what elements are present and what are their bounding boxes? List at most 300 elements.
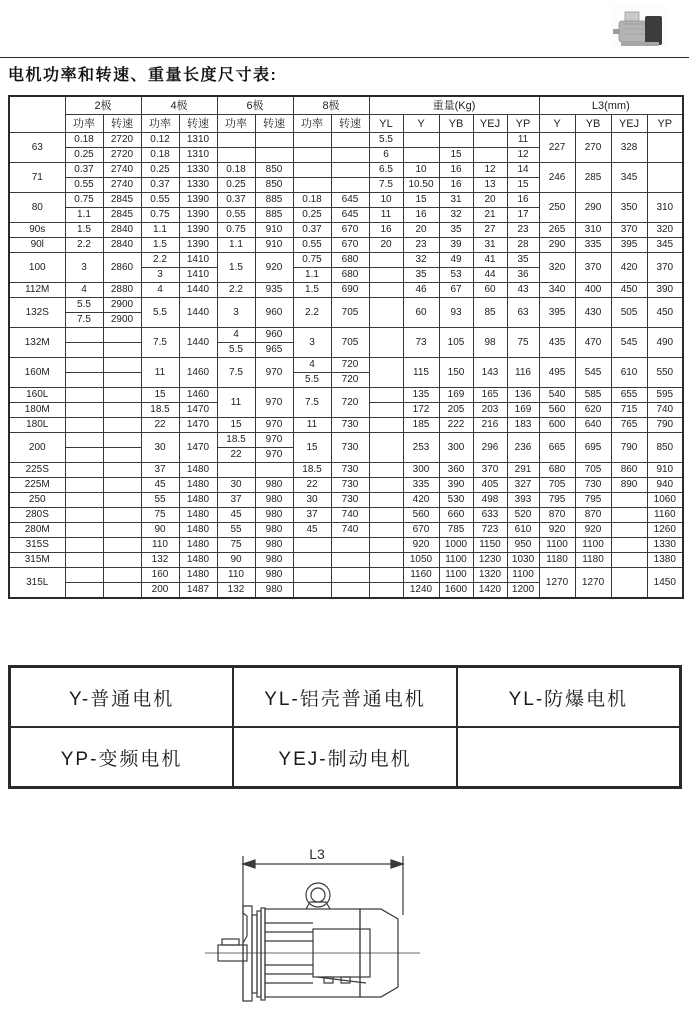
data-cell (369, 568, 403, 583)
data-cell: 23 (507, 223, 539, 238)
data-cell: 1100 (439, 553, 473, 568)
col-group-8pole: 8极 (293, 96, 369, 115)
data-cell: 505 (611, 298, 647, 328)
data-cell (103, 463, 141, 478)
data-cell (65, 493, 103, 508)
col-header-l3-yb: YB (575, 115, 611, 133)
data-cell: 2740 (103, 178, 141, 193)
data-cell (369, 268, 403, 283)
data-cell: 31 (473, 238, 507, 253)
data-cell: 290 (539, 238, 575, 253)
data-cell: 1100 (439, 568, 473, 583)
data-cell: 545 (575, 358, 611, 388)
data-cell: 185 (403, 418, 439, 433)
data-cell (331, 538, 369, 553)
data-cell: 4 (293, 358, 331, 373)
data-cell (611, 568, 647, 599)
dimension-label: L3 (309, 846, 325, 862)
table-row (9, 493, 683, 508)
data-cell: 63 (507, 298, 539, 328)
data-cell: 98 (473, 328, 507, 358)
data-cell: 730 (331, 463, 369, 478)
data-cell: 400 (575, 283, 611, 298)
data-cell (369, 358, 403, 388)
data-cell: 633 (473, 508, 507, 523)
data-cell: 470 (575, 328, 611, 358)
data-cell: 1470 (179, 433, 217, 463)
data-cell: 1480 (179, 538, 217, 553)
data-cell: 85 (473, 298, 507, 328)
data-cell: 1440 (179, 328, 217, 358)
data-cell: 390 (647, 283, 683, 298)
data-cell: 723 (473, 523, 507, 538)
data-cell (293, 148, 331, 163)
data-cell: 67 (439, 283, 473, 298)
data-cell: 1480 (179, 463, 217, 478)
data-cell: 1480 (179, 508, 217, 523)
col-group-weight: 重量(Kg) (369, 96, 539, 115)
data-cell: 0.25 (293, 208, 331, 223)
data-cell: 37 (293, 508, 331, 523)
data-cell: 720 (331, 358, 369, 373)
data-cell: 16 (439, 178, 473, 193)
data-cell: 12 (473, 163, 507, 178)
frame-size-cell: 160M (9, 358, 65, 388)
data-cell: 15 (217, 418, 255, 433)
data-cell (293, 538, 331, 553)
data-cell: 0.55 (141, 193, 179, 208)
col-header-power: 功率 (65, 115, 103, 133)
data-cell: 90 (141, 523, 179, 538)
data-cell: 22 (293, 478, 331, 493)
data-cell: 960 (255, 298, 293, 328)
table-row (9, 433, 683, 448)
data-cell (103, 538, 141, 553)
data-cell: 1420 (473, 583, 507, 599)
data-cell: 160 (141, 568, 179, 583)
table-row (9, 253, 683, 268)
data-cell (293, 553, 331, 568)
data-cell: 110 (141, 538, 179, 553)
data-cell: 15 (507, 178, 539, 193)
data-cell (65, 538, 103, 553)
data-cell (255, 148, 293, 163)
frame-size-cell: 132S (9, 298, 65, 328)
data-cell: 0.55 (293, 238, 331, 253)
data-cell: 345 (611, 163, 647, 193)
eye-bolt-inner (311, 888, 325, 902)
data-cell: 1.5 (65, 223, 103, 238)
data-cell (293, 133, 331, 148)
col-group-l3: L3(mm) (539, 96, 683, 115)
data-cell: 18.5 (293, 463, 331, 478)
data-cell (217, 463, 255, 478)
data-cell: 1230 (473, 553, 507, 568)
frame-size-cell: 280M (9, 523, 65, 538)
data-cell: 655 (611, 388, 647, 403)
data-cell: 21 (473, 208, 507, 223)
data-cell: 560 (539, 403, 575, 418)
data-cell: 730 (331, 478, 369, 493)
table-row (9, 283, 683, 298)
data-cell: 540 (539, 388, 575, 403)
data-cell (369, 388, 403, 403)
data-cell: 0.25 (141, 163, 179, 178)
data-cell (65, 448, 103, 463)
data-cell: 16 (439, 163, 473, 178)
data-cell: 1270 (575, 568, 611, 599)
data-cell: 41 (473, 253, 507, 268)
data-cell: 360 (439, 463, 473, 478)
data-cell: 320 (539, 253, 575, 283)
data-cell: 950 (507, 538, 539, 553)
data-cell: 705 (331, 298, 369, 328)
data-cell: 2880 (103, 283, 141, 298)
data-cell: 690 (331, 283, 369, 298)
data-cell (369, 493, 403, 508)
table-row (9, 478, 683, 493)
top-divider (0, 57, 689, 58)
table-row (9, 223, 683, 238)
table-row (9, 328, 683, 343)
data-cell: 32 (439, 208, 473, 223)
data-cell: 300 (403, 463, 439, 478)
data-cell: 1320 (473, 568, 507, 583)
data-cell: 765 (611, 418, 647, 433)
data-cell: 940 (647, 478, 683, 493)
legend-item-yl-explosionproof: YL-防爆电机 (457, 667, 681, 728)
data-cell: 36 (507, 268, 539, 283)
table-row (9, 358, 683, 373)
data-cell: 15 (439, 148, 473, 163)
data-cell: 980 (255, 508, 293, 523)
data-cell (369, 283, 403, 298)
data-cell: 136 (507, 388, 539, 403)
data-cell: 0.75 (65, 193, 103, 208)
data-cell (103, 358, 141, 373)
data-cell (331, 583, 369, 599)
data-cell: 980 (255, 568, 293, 583)
data-cell: 0.25 (65, 148, 103, 163)
header-row-groups (9, 96, 683, 115)
data-cell: 1260 (647, 523, 683, 538)
data-cell: 39 (439, 238, 473, 253)
data-cell: 11 (507, 133, 539, 148)
data-cell: 1390 (179, 208, 217, 223)
data-cell (439, 133, 473, 148)
data-cell (369, 433, 403, 463)
data-cell (369, 463, 403, 478)
data-cell (65, 523, 103, 538)
data-cell (65, 373, 103, 388)
data-cell: 1470 (179, 418, 217, 433)
data-cell: 5.5 (217, 343, 255, 358)
data-cell: 1180 (539, 553, 575, 568)
data-cell: 43 (507, 283, 539, 298)
data-cell: 55 (141, 493, 179, 508)
data-cell: 1310 (179, 133, 217, 148)
data-cell: 1440 (179, 283, 217, 298)
data-cell: 1330 (179, 163, 217, 178)
data-cell: 150 (439, 358, 473, 388)
data-cell: 1460 (179, 388, 217, 403)
data-cell: 236 (507, 433, 539, 463)
table-row (9, 163, 683, 178)
data-cell (65, 583, 103, 599)
data-cell: 1480 (179, 523, 217, 538)
data-cell: 310 (647, 193, 683, 223)
motor-side-view (0, 831, 689, 1013)
data-cell: 183 (507, 418, 539, 433)
data-cell: 44 (473, 268, 507, 283)
data-cell: 296 (473, 433, 507, 463)
table-row (9, 193, 683, 208)
data-cell: 265 (539, 223, 575, 238)
data-cell: 32 (403, 253, 439, 268)
data-cell: 270 (575, 133, 611, 163)
data-cell: 0.12 (141, 133, 179, 148)
data-cell: 172 (403, 403, 439, 418)
data-cell: 115 (403, 358, 439, 388)
data-cell (331, 553, 369, 568)
data-cell: 970 (255, 433, 293, 448)
col-header-weight-yej: YEJ (473, 115, 507, 133)
data-cell: 12 (507, 148, 539, 163)
data-cell: 1460 (179, 358, 217, 388)
data-cell (369, 403, 403, 418)
col-header-speed: 转速 (331, 115, 369, 133)
data-cell: 870 (575, 508, 611, 523)
data-cell: 5.5 (369, 133, 403, 148)
data-cell (647, 163, 683, 193)
page-title: 电机功率和转速、重量长度尺寸表: (8, 67, 278, 84)
data-cell: 3 (293, 328, 331, 358)
data-cell: 60 (473, 283, 507, 298)
data-cell: 1.5 (293, 283, 331, 298)
data-cell: 0.55 (65, 178, 103, 193)
data-cell (103, 583, 141, 599)
data-cell: 0.55 (217, 208, 255, 223)
data-cell: 730 (331, 493, 369, 508)
data-cell: 790 (647, 418, 683, 433)
data-cell: 2845 (103, 193, 141, 208)
data-cell: 35 (439, 223, 473, 238)
data-cell: 720 (331, 388, 369, 418)
data-cell (65, 358, 103, 373)
data-cell (103, 553, 141, 568)
data-cell: 1380 (647, 553, 683, 568)
data-cell: 2860 (103, 253, 141, 283)
data-cell: 5.5 (141, 298, 179, 328)
arrow-left (243, 860, 255, 868)
frame-size-cell: 315S (9, 538, 65, 553)
data-cell: 169 (507, 403, 539, 418)
data-cell: 4 (65, 283, 103, 298)
col-header-speed: 转速 (255, 115, 293, 133)
data-cell: 11 (369, 208, 403, 223)
data-cell: 640 (575, 418, 611, 433)
data-cell: 1.1 (217, 238, 255, 253)
table-row (9, 463, 683, 478)
legend-item-empty (457, 727, 681, 788)
data-cell: 1.5 (141, 238, 179, 253)
data-cell: 370 (647, 253, 683, 283)
data-cell: 13 (473, 178, 507, 193)
data-cell: 216 (473, 418, 507, 433)
data-cell (65, 343, 103, 358)
data-cell: 28 (507, 238, 539, 253)
data-cell: 11 (217, 388, 255, 418)
data-cell: 970 (255, 358, 293, 388)
data-cell: 645 (331, 208, 369, 223)
data-cell: 2.2 (65, 238, 103, 253)
data-cell: 395 (611, 238, 647, 253)
data-cell: 11 (141, 358, 179, 388)
data-cell: 2720 (103, 133, 141, 148)
data-cell: 3 (65, 253, 103, 283)
data-cell: 205 (439, 403, 473, 418)
data-cell (369, 508, 403, 523)
data-cell: 1440 (179, 298, 217, 328)
data-cell: 715 (611, 403, 647, 418)
data-cell: 340 (539, 283, 575, 298)
data-cell (369, 478, 403, 493)
col-header-l3-y: Y (539, 115, 575, 133)
col-header-weight-yb: YB (439, 115, 473, 133)
data-cell (65, 478, 103, 493)
data-cell: 680 (331, 268, 369, 283)
data-cell (403, 148, 439, 163)
data-cell (369, 553, 403, 568)
data-cell (103, 388, 141, 403)
col-header-power: 功率 (293, 115, 331, 133)
data-cell: 350 (611, 193, 647, 223)
data-cell: 935 (255, 283, 293, 298)
data-cell: 30 (217, 478, 255, 493)
data-cell: 291 (507, 463, 539, 478)
table-row (9, 133, 683, 148)
data-cell: 1150 (473, 538, 507, 553)
data-cell: 35 (507, 253, 539, 268)
data-cell: 335 (403, 478, 439, 493)
data-cell: 740 (331, 508, 369, 523)
data-cell: 670 (403, 523, 439, 538)
data-cell: 45 (141, 478, 179, 493)
frame-size-cell: 250 (9, 493, 65, 508)
data-cell: 5.5 (65, 298, 103, 313)
data-cell: 320 (647, 223, 683, 238)
data-cell: 35 (403, 268, 439, 283)
data-cell: 970 (255, 418, 293, 433)
frame-size-cell: 315L (9, 568, 65, 599)
data-cell: 405 (473, 478, 507, 493)
arrow-right (391, 860, 403, 868)
data-cell (65, 403, 103, 418)
data-cell: 1480 (179, 553, 217, 568)
data-cell: 0.18 (65, 133, 103, 148)
data-cell: 705 (539, 478, 575, 493)
col-header-weight-yl: YL (369, 115, 403, 133)
data-cell: 90 (217, 553, 255, 568)
data-cell: 550 (647, 358, 683, 388)
data-cell (369, 538, 403, 553)
data-cell (65, 508, 103, 523)
table-row (9, 553, 683, 568)
data-cell: 1030 (507, 553, 539, 568)
data-cell: 165 (473, 388, 507, 403)
data-cell (103, 328, 141, 343)
data-cell (103, 403, 141, 418)
table-row (9, 298, 683, 313)
data-cell (217, 148, 255, 163)
data-cell (103, 373, 141, 388)
data-cell: 0.75 (141, 208, 179, 223)
data-cell: 2.2 (217, 283, 255, 298)
data-cell (647, 133, 683, 163)
data-cell: 420 (403, 493, 439, 508)
frame-size-cell: 180L (9, 418, 65, 433)
data-cell (293, 178, 331, 193)
data-cell: 660 (439, 508, 473, 523)
data-cell: 530 (439, 493, 473, 508)
data-cell: 60 (403, 298, 439, 328)
data-cell: 980 (255, 478, 293, 493)
data-cell: 2845 (103, 208, 141, 223)
data-cell: 253 (403, 433, 439, 463)
frame-size-cell: 160L (9, 388, 65, 403)
data-cell: 970 (255, 448, 293, 463)
data-cell: 1390 (179, 223, 217, 238)
data-cell: 2900 (103, 313, 141, 328)
data-cell: 18.5 (141, 403, 179, 418)
data-cell: 116 (507, 358, 539, 388)
data-cell: 75 (217, 538, 255, 553)
data-cell: 910 (255, 238, 293, 253)
data-cell: 670 (331, 238, 369, 253)
motor-type-legend (8, 665, 682, 789)
data-cell: 246 (539, 163, 575, 193)
data-cell: 670 (331, 223, 369, 238)
data-cell: 2740 (103, 163, 141, 178)
data-cell: 290 (575, 193, 611, 223)
data-cell: 393 (507, 493, 539, 508)
data-cell: 327 (507, 478, 539, 493)
data-cell: 1160 (403, 568, 439, 583)
data-cell (611, 538, 647, 553)
legend-row (10, 667, 681, 728)
data-cell: 4 (217, 328, 255, 343)
data-cell: 370 (611, 223, 647, 238)
data-cell (65, 463, 103, 478)
table-row (9, 538, 683, 553)
data-cell: 200 (141, 583, 179, 599)
data-cell: 203 (473, 403, 507, 418)
data-cell: 1240 (403, 583, 439, 599)
data-cell: 11 (293, 418, 331, 433)
data-cell: 850 (255, 178, 293, 193)
data-cell: 250 (539, 193, 575, 223)
data-cell: 705 (575, 463, 611, 478)
data-cell: 1310 (179, 148, 217, 163)
data-cell: 1600 (439, 583, 473, 599)
data-cell: 1060 (647, 493, 683, 508)
data-cell (103, 478, 141, 493)
data-cell: 1390 (179, 193, 217, 208)
data-cell: 920 (539, 523, 575, 538)
data-cell: 795 (539, 493, 575, 508)
data-cell: 75 (141, 508, 179, 523)
data-cell (293, 583, 331, 599)
